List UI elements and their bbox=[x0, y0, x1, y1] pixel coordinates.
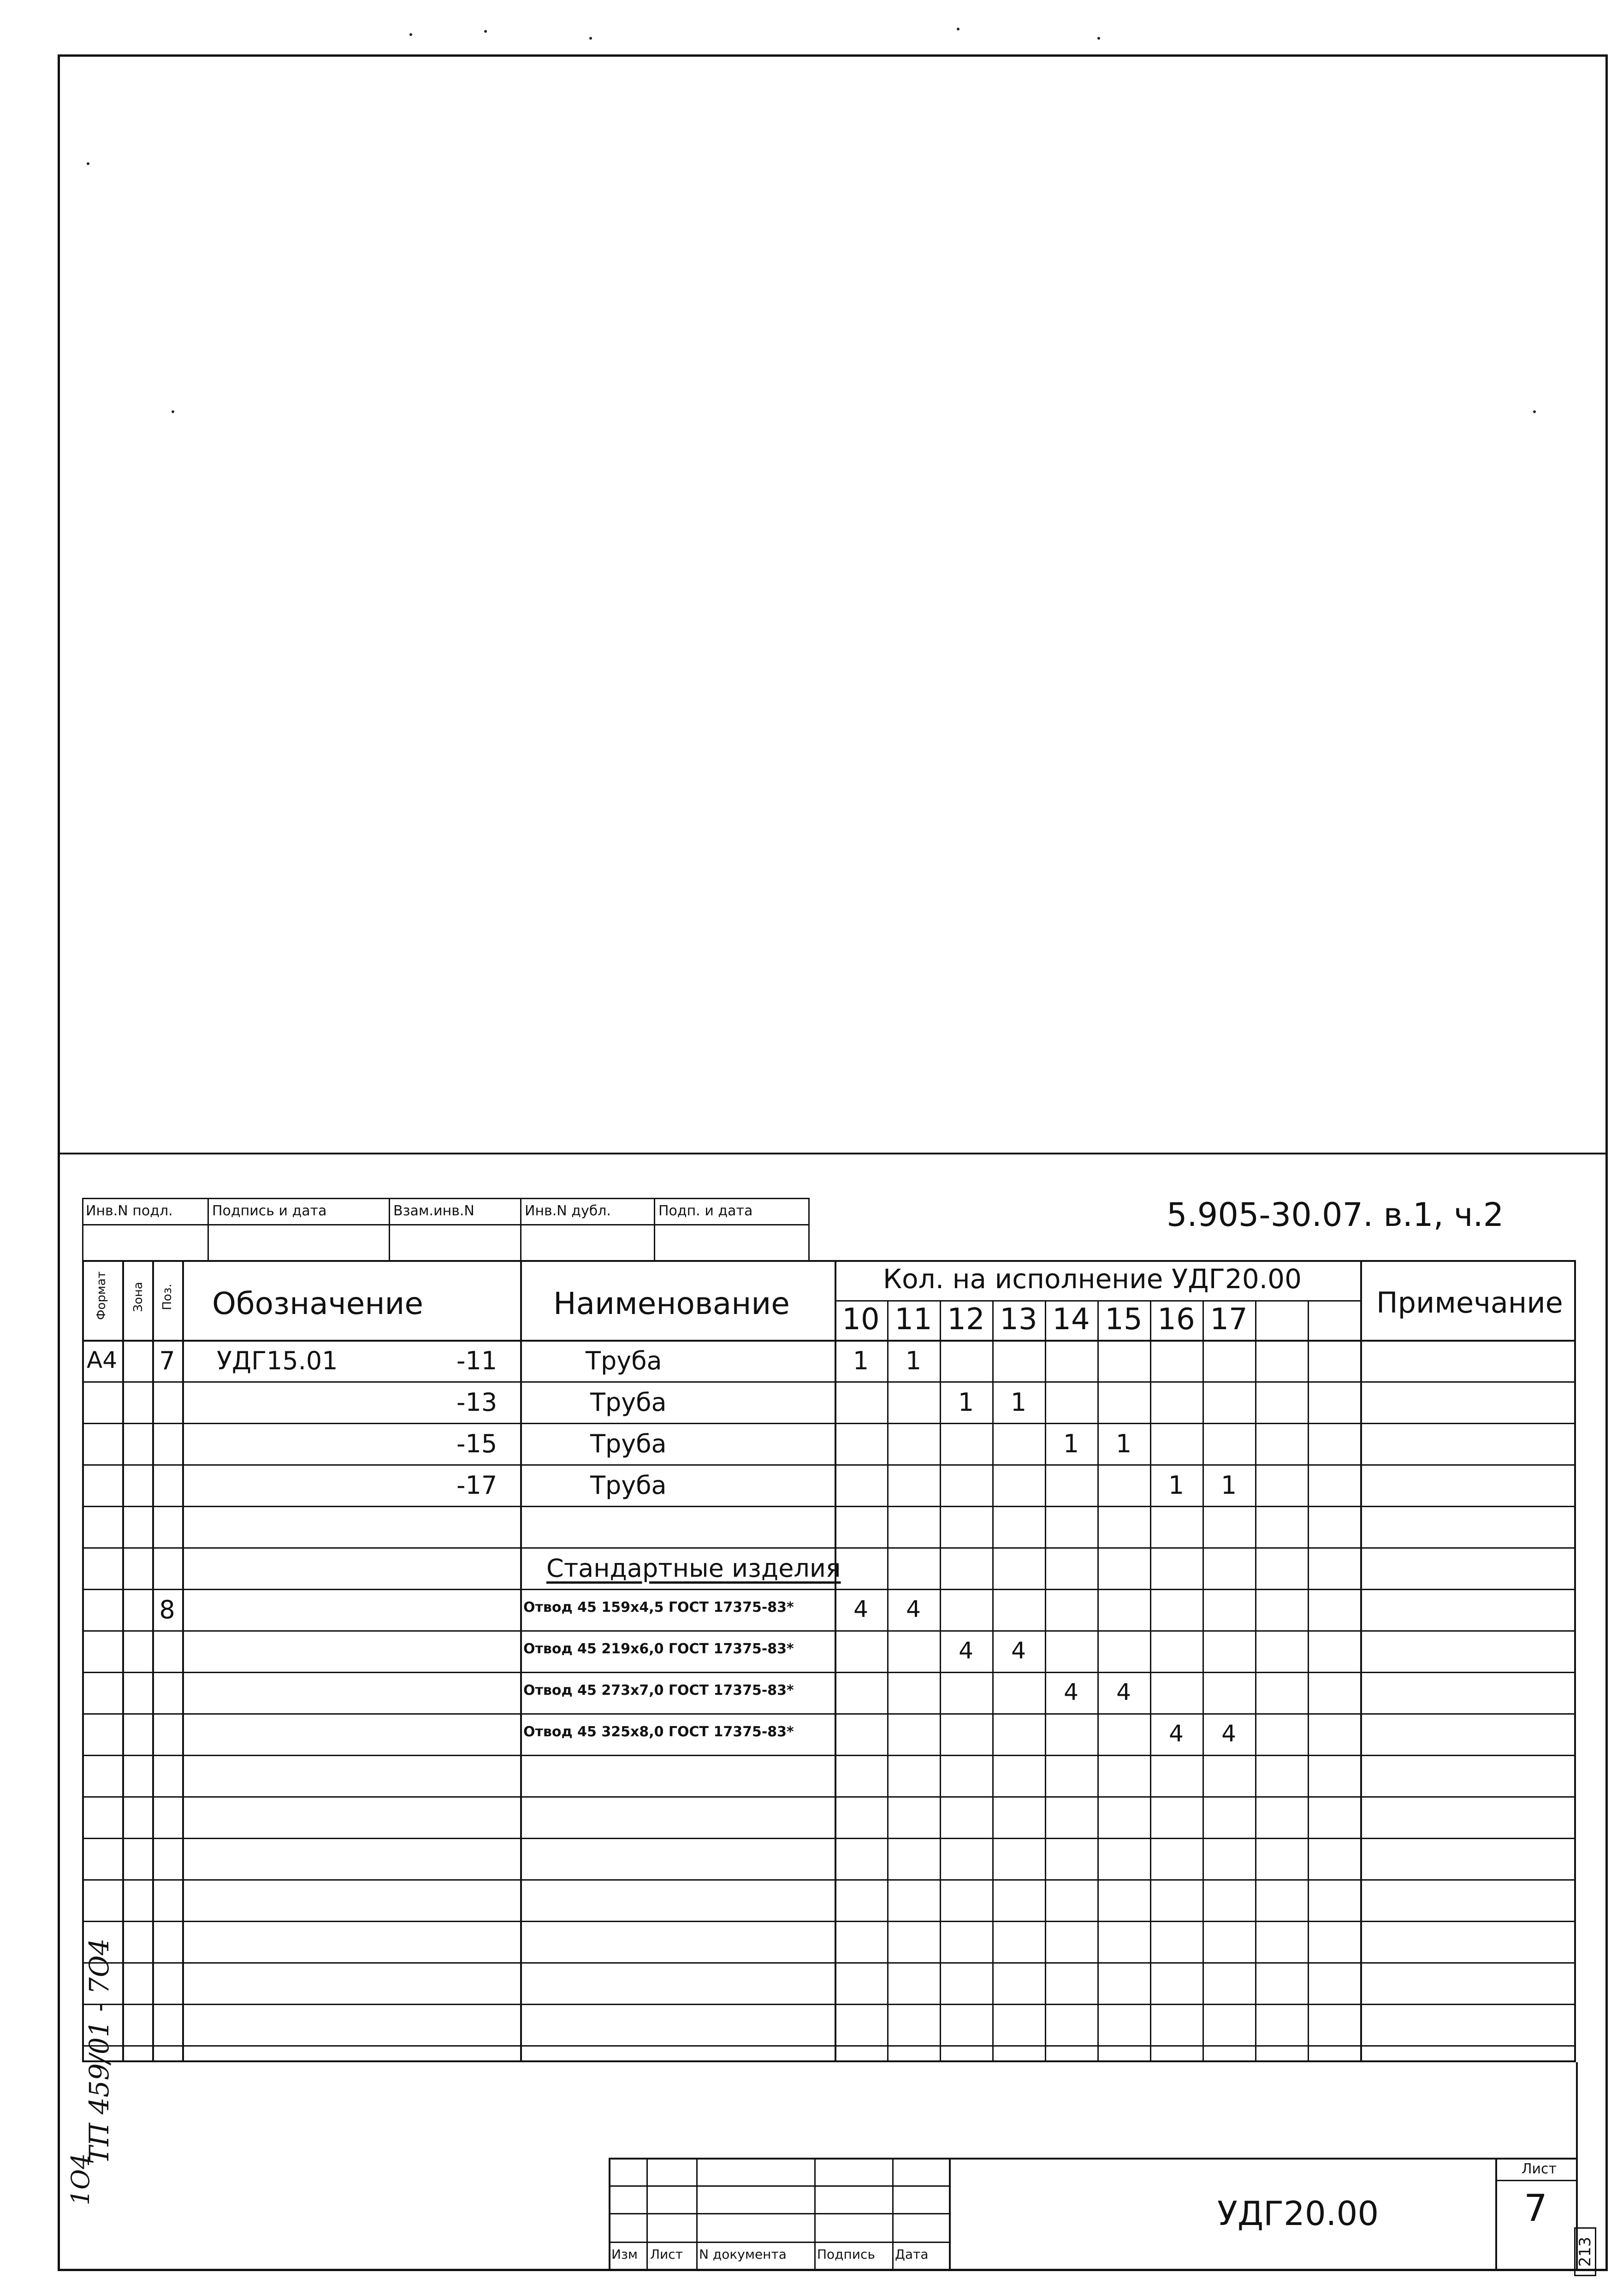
variant-number: 11 bbox=[894, 1302, 932, 1337]
row-name: Отвод 45 219х6,0 ГОСТ 17375-83* bbox=[523, 1641, 794, 1657]
stamp-cell-label: Подп. и дата bbox=[658, 1203, 753, 1219]
change-log-label: N документа bbox=[699, 2247, 787, 2262]
row-name: Труба bbox=[590, 1429, 667, 1458]
row-quantity: 1 bbox=[1220, 1471, 1237, 1500]
stamp-cell-label: Подпись и дата bbox=[212, 1203, 327, 1219]
column-header-note: Примечание bbox=[1376, 1286, 1563, 1320]
sheet-label: Лист bbox=[1522, 2161, 1557, 2177]
row-quantity: 4 bbox=[1169, 1720, 1184, 1747]
column-header-designation: Обозначение bbox=[212, 1286, 423, 1321]
row-quantity: 4 bbox=[1064, 1679, 1078, 1705]
variant-number: 15 bbox=[1105, 1302, 1143, 1337]
scan-speck bbox=[1533, 410, 1536, 413]
scan-speck bbox=[589, 37, 592, 40]
row-quantity: 1 bbox=[1115, 1429, 1132, 1458]
drawing-code: УДГ20.00 bbox=[1217, 2194, 1379, 2233]
row-quantity: 4 bbox=[1011, 1637, 1026, 1664]
row-name: Отвод 45 273х7,0 ГОСТ 17375-83* bbox=[523, 1682, 794, 1698]
row-designation-suffix: -13 bbox=[456, 1388, 498, 1417]
change-log-label: Изм bbox=[611, 2247, 638, 2262]
row-position: 7 bbox=[159, 1346, 175, 1375]
row-quantity: 1 bbox=[1010, 1388, 1027, 1417]
side-sheet-number: 213 bbox=[1574, 2227, 1596, 2276]
row-quantity: 1 bbox=[1168, 1471, 1185, 1500]
sheet-number: 7 bbox=[1524, 2187, 1547, 2230]
row-quantity: 4 bbox=[1221, 1720, 1236, 1747]
scan-speck bbox=[87, 162, 89, 165]
row-quantity: 4 bbox=[906, 1596, 921, 1622]
row-quantity: 1 bbox=[853, 1346, 869, 1375]
row-name: Отвод 45 159х4,5 ГОСТ 17375-83* bbox=[523, 1599, 794, 1615]
row-designation-suffix: -11 bbox=[456, 1346, 498, 1375]
document-code: 5.905-30.07. в.1, ч.2 bbox=[1167, 1196, 1504, 1234]
variant-number: 14 bbox=[1052, 1302, 1090, 1337]
scan-speck bbox=[1097, 37, 1100, 40]
column-header-zone: Зона bbox=[131, 1282, 145, 1312]
archive-number: ТП 459/01 - 7О4 bbox=[83, 1938, 115, 2164]
stamp-cell-label: Инв.N дубл. bbox=[525, 1203, 611, 1219]
row-designation-suffix: -15 bbox=[456, 1429, 498, 1458]
row-quantity: 1 bbox=[958, 1388, 974, 1417]
row-name: Труба bbox=[590, 1388, 667, 1417]
column-header-quantity: Кол. на исполнение УДГ20.00 bbox=[883, 1263, 1302, 1295]
scan-speck bbox=[957, 28, 960, 30]
change-log-label: Подпись bbox=[817, 2247, 875, 2262]
scan-speck bbox=[409, 33, 412, 36]
variant-number: 12 bbox=[947, 1302, 985, 1337]
column-header-format: Формат bbox=[95, 1271, 108, 1320]
variant-number: 17 bbox=[1210, 1302, 1248, 1337]
row-designation-suffix: -17 bbox=[456, 1471, 498, 1500]
archive-number-secondary: 1О4 bbox=[66, 2153, 95, 2206]
scan-speck bbox=[484, 30, 487, 33]
variant-number: 16 bbox=[1157, 1302, 1195, 1337]
row-name: Труба bbox=[590, 1471, 667, 1500]
stamp-cell-label: Инв.N подл. bbox=[86, 1203, 173, 1219]
row-quantity: 4 bbox=[1116, 1679, 1131, 1705]
variant-number: 13 bbox=[1000, 1302, 1037, 1337]
row-designation: УДГ15.01 bbox=[217, 1346, 338, 1375]
row-quantity: 1 bbox=[1063, 1429, 1079, 1458]
row-name: Отвод 45 325х8,0 ГОСТ 17375-83* bbox=[523, 1724, 794, 1740]
row-quantity: 4 bbox=[853, 1596, 868, 1622]
row-position: 8 bbox=[159, 1595, 175, 1624]
change-log-label: Лист bbox=[650, 2247, 683, 2262]
section-divider bbox=[58, 1153, 1608, 1154]
row-quantity: 1 bbox=[905, 1346, 922, 1375]
row-quantity: 4 bbox=[959, 1637, 973, 1664]
variant-number: 10 bbox=[842, 1302, 880, 1337]
column-header-position: Поз. bbox=[160, 1284, 174, 1310]
section-heading-standard-items: Стандартные изделия bbox=[546, 1554, 841, 1583]
change-log-label: Дата bbox=[895, 2247, 929, 2262]
stamp-cell-label: Взам.инв.N bbox=[393, 1203, 474, 1219]
column-header-name: Наименование bbox=[553, 1286, 790, 1321]
row-format: А4 bbox=[87, 1347, 118, 1373]
scan-speck bbox=[172, 410, 174, 413]
row-name: Труба bbox=[586, 1346, 662, 1375]
